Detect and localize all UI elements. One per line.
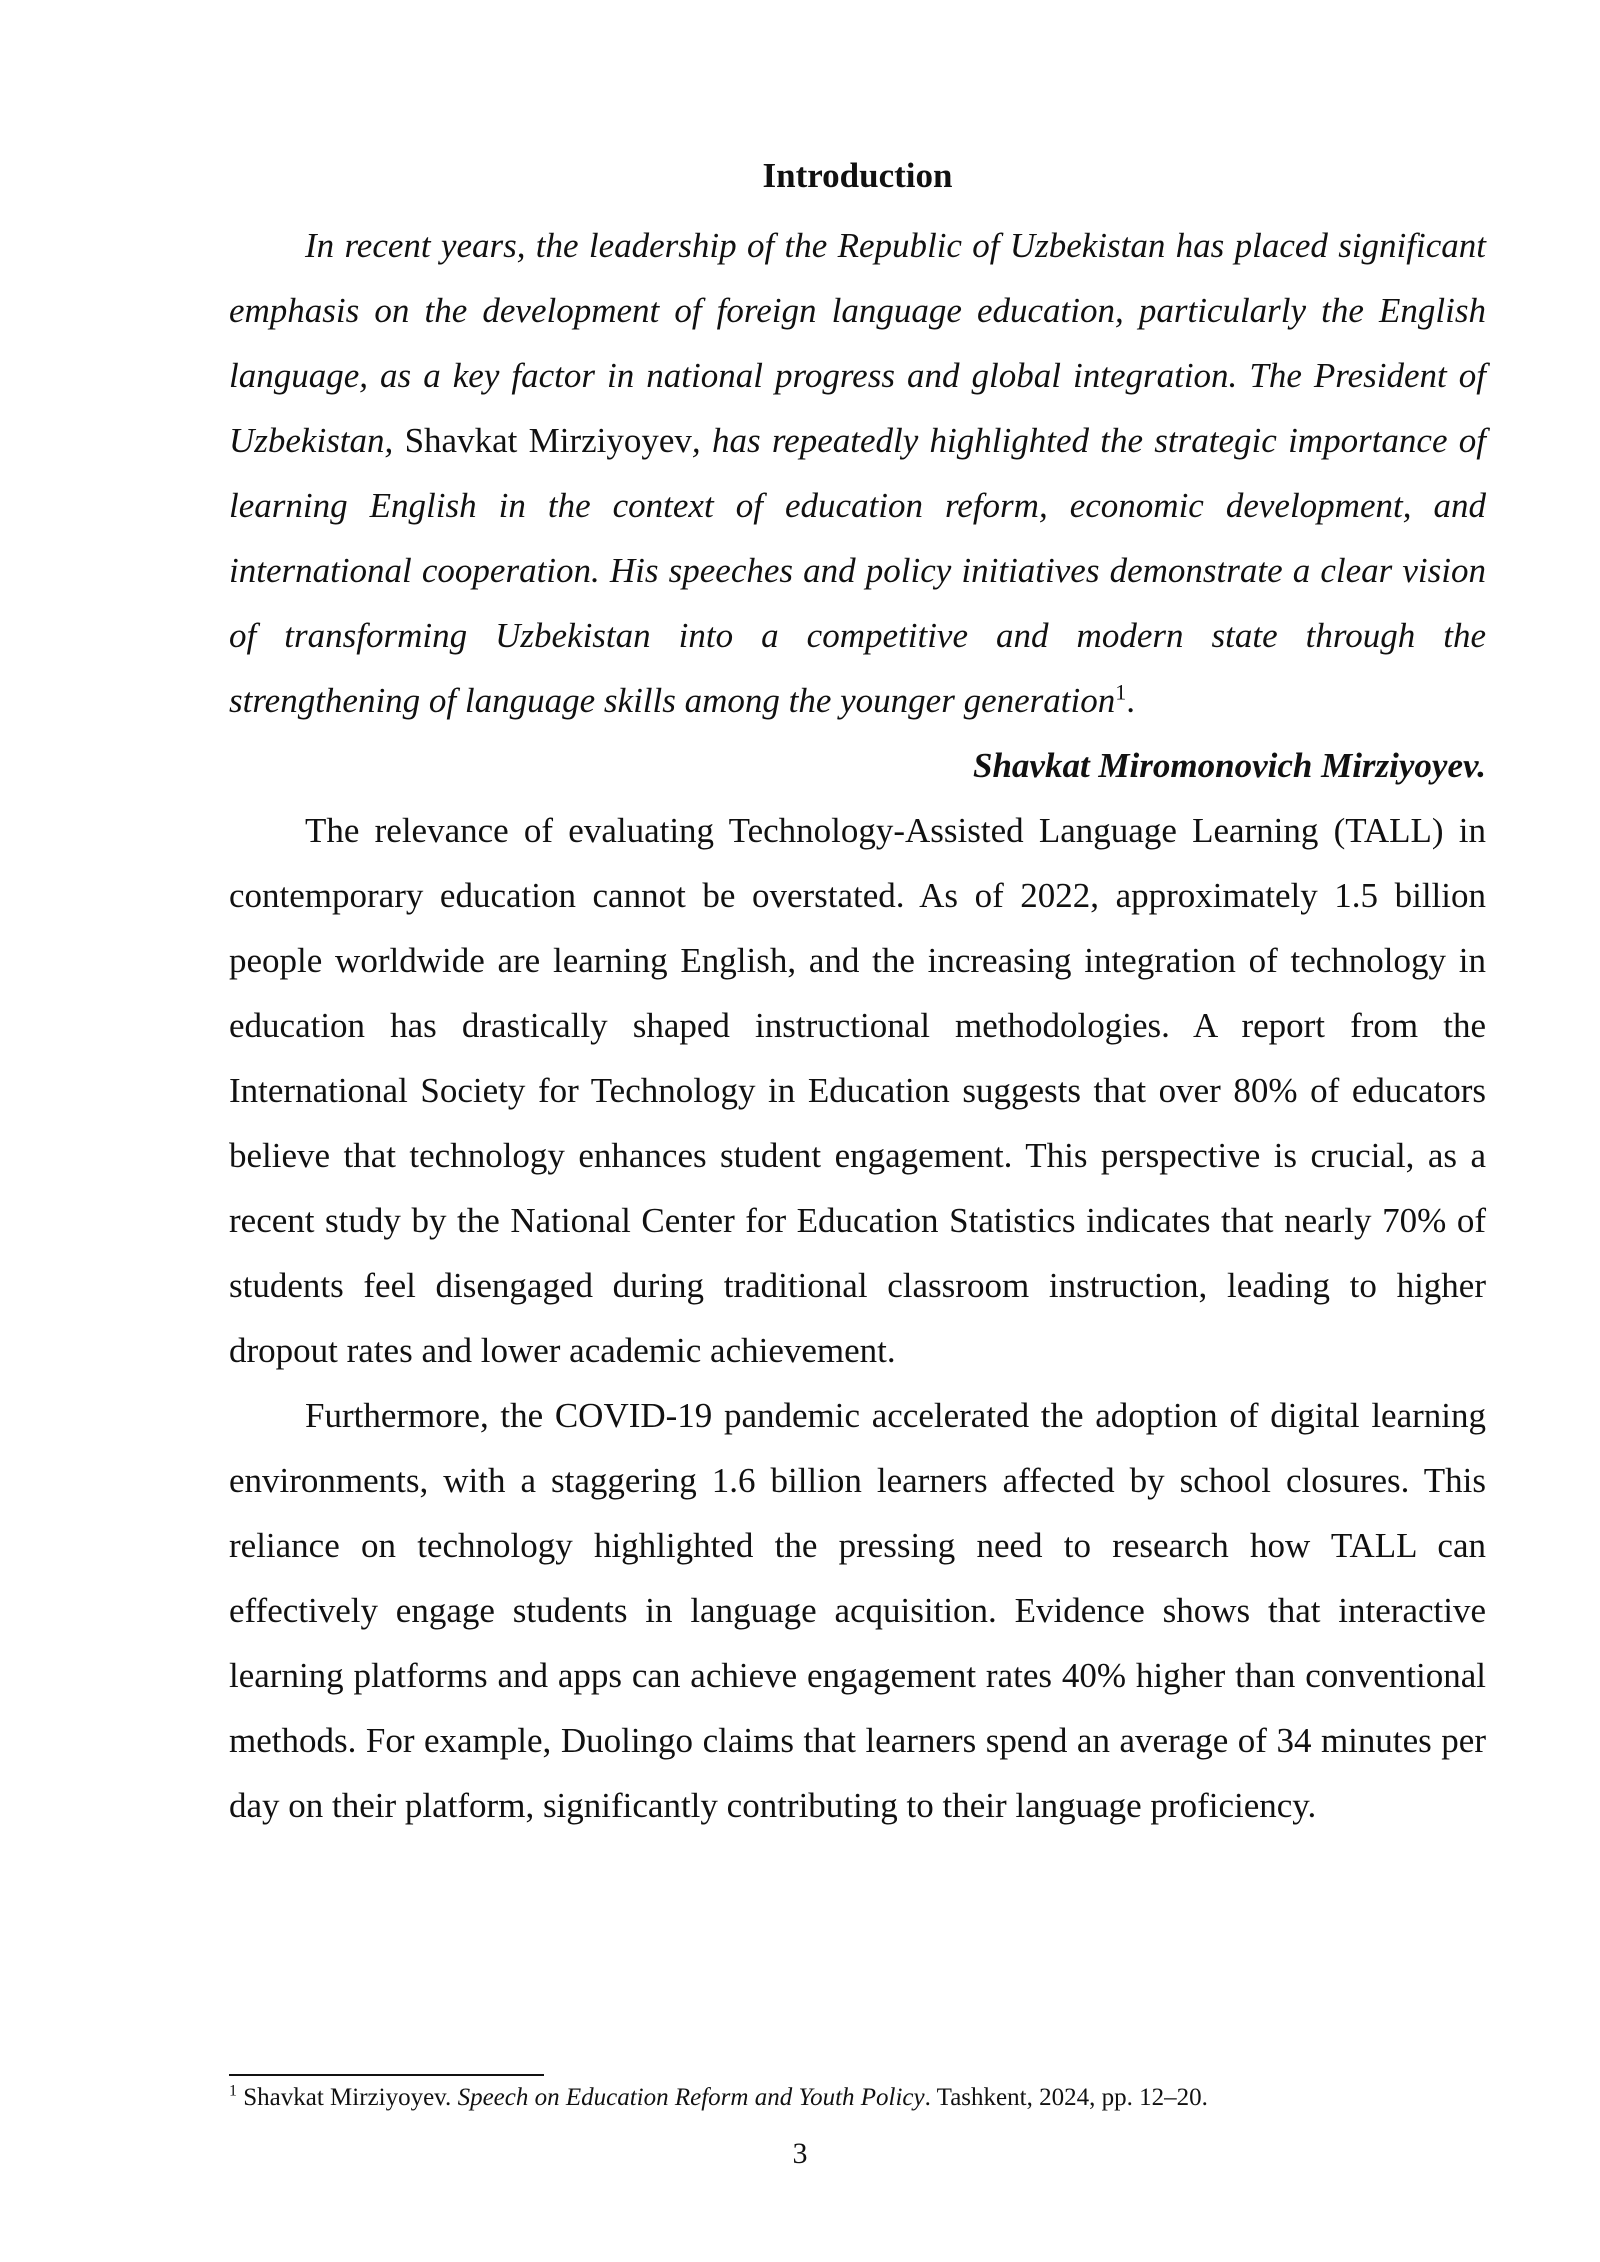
quote-signature: Shavkat Miromonovich Mirziyoyev. bbox=[972, 746, 1486, 785]
intro-period: . bbox=[1126, 681, 1135, 720]
footnote bbox=[229, 2080, 1486, 2116]
footnote-author: Shavkat Mirziyoyev. bbox=[243, 2084, 458, 2111]
intro-text-part2: , has repeatedly highlighted the strategic importance of learning English in the context of education reform, economic development, and international cooperation. His speeches and policy initiatives demonstrate a clear vision of transforming Uzbekistan into a competitive and modern state through the strengthening of language skills among the younger generation bbox=[229, 421, 1486, 720]
footnote-separator bbox=[229, 2074, 544, 2076]
intro-text-part1: In recent years, the leadership of the Republic of Uzbekistan has placed significant emphasis on the development of foreign language education, particularly the English language, as a key factor in national progress and global integration. The President of Uzbekistan, bbox=[229, 226, 1486, 460]
body-paragraph-covid: Furthermore, the COVID-19 pandemic accelerated the adoption of digital learning environments, with a staggering 1.6 billion learners affected by school closures. This reliance on technology highlighted the pressing need to research how TALL can effectively engage students in language acquisition. Evidence shows that interactive learning platforms and apps can achieve engagement rates 40% higher than conventional methods. For example, Duolingo claims that learners spend an average of 34 minutes per day on their platform, significantly contributing to their language proficiency. bbox=[229, 1396, 1486, 1825]
intro-paragraph bbox=[229, 213, 1486, 733]
section-heading: Introduction bbox=[762, 156, 953, 195]
page-number: 3 bbox=[792, 2137, 808, 2170]
footnote-title: Speech on Education Reform and Youth Policy bbox=[457, 2084, 925, 2111]
president-name: Shavkat Mirziyoyev bbox=[404, 421, 692, 460]
page-body bbox=[229, 148, 1486, 1838]
body-paragraph-relevance: The relevance of evaluating Technology-Assisted Language Learning (TALL) in contemporary education cannot be overstated. As of 2022, approximately 1.5 billion people worldwide are learning English, and the increasing integration of technology in education has drastically shaped instructional methodologies. A report from the International Society for Technology in Education suggests that over 80% of educators believe that technology enhances student engagement. This perspective is crucial, as a recent study by the National Center for Education Statistics indicates that nearly 70% of students feel disengaged during traditional classroom instruction, leading to higher dropout rates and lower academic achievement. bbox=[229, 811, 1486, 1370]
footnote-details: . Tashkent, 2024, pp. 12–20. bbox=[924, 2084, 1208, 2111]
footnote-number: 1 bbox=[229, 2082, 237, 2100]
footnote-reference[interactable]: 1 bbox=[1115, 679, 1127, 705]
